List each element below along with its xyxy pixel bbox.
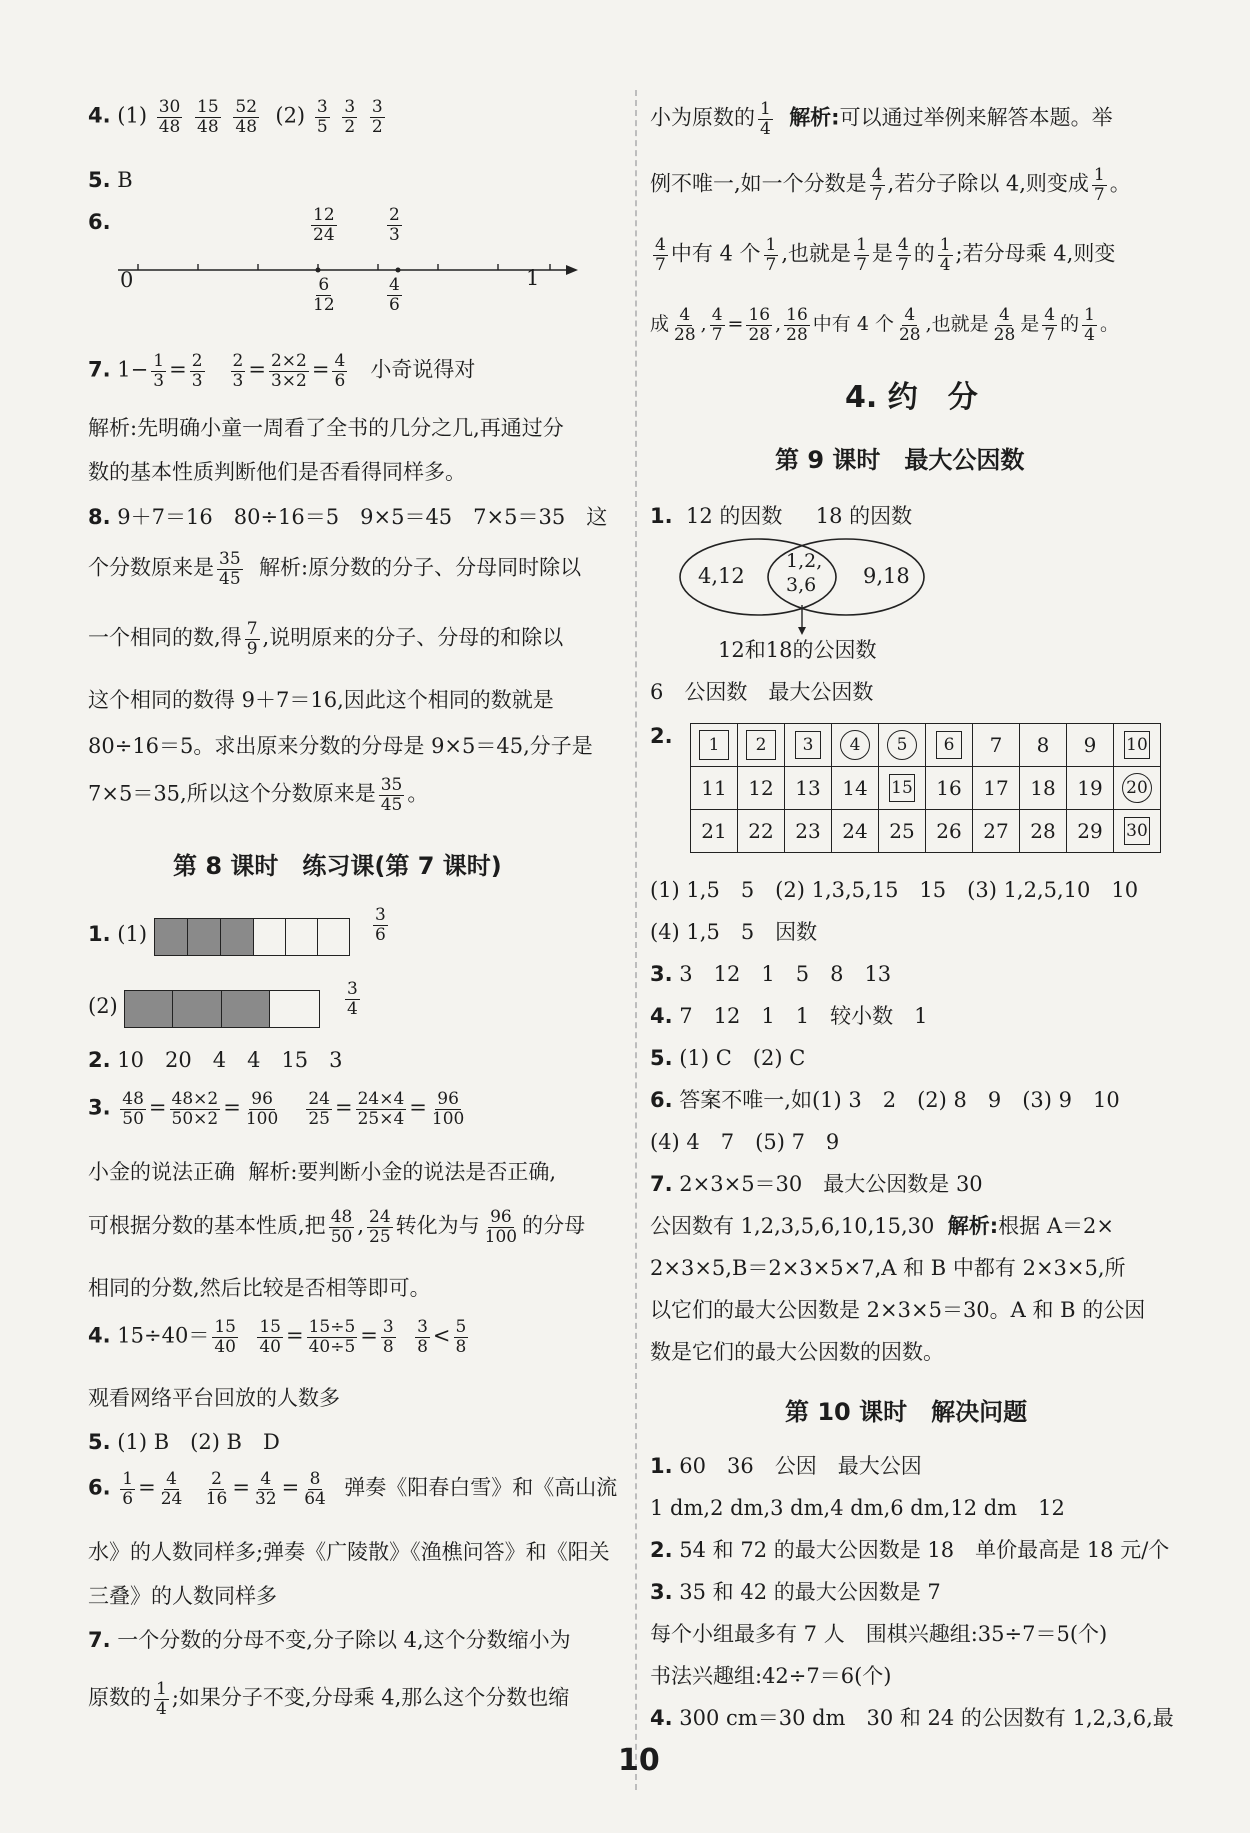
grid-cell: 10	[1114, 724, 1161, 767]
section-heading-lesson-10: 第 10 课时 解决问题	[785, 1398, 1028, 1426]
s7-line-3: 2×3×5,B＝2×3×5×7,A 和 B 中都有 2×3×5,所	[650, 1256, 1126, 1280]
venn-mid-1: 1,2,	[786, 550, 823, 572]
s4-line: 4. 7 12 1 1 较小数 1	[650, 1004, 928, 1028]
fraction: $\frac{15}{48}$	[197, 97, 219, 137]
s6-line: 6. 答案不唯一,如(1) 3 2 (2) 8 9 (3) 9 10	[650, 1088, 1120, 1112]
grid-cell: 3	[785, 724, 832, 767]
number-line	[108, 255, 588, 285]
grid-cell: 26	[926, 810, 973, 853]
s2-answer-1: (1) 1,5 5 (2) 1,3,5,15 15 (3) 1,2,5,10 10	[650, 878, 1139, 902]
grid-cell: 21	[691, 810, 738, 853]
t4-line: 4. 300 cm＝30 dm 30 和 24 的公因数有 1,2,3,6,最	[650, 1706, 1174, 1730]
e6-line: 6. $\frac{1}{6}$ = $\frac{4}{24}$ $\frac{2}{16}$ = $\frac{4}{32}$ = $\frac{8}{64}$ 弹奏《阳春白雪》和《高山流	[88, 1469, 618, 1509]
t1-line: 1. 60 36 公因 最大公因	[650, 1454, 922, 1478]
grid-cell: 7	[973, 724, 1020, 767]
column-divider	[635, 90, 637, 1790]
s1-line: 1. 12 的因数 18 的因数	[650, 504, 913, 528]
r-line-4: 成 $\frac{4}{28}$ , $\frac{4}{7}$ = $\frac{16}{28}$ , $\frac{16}{28}$ 中有 4 个 $\frac{4}{28}$ ,也就是 $\frac{4}{28}$ 是 $\frac{4}{7}$ 的 $\frac{1}{4}$ 。	[650, 305, 1119, 345]
grid-cell: 24	[832, 810, 879, 853]
grid-cell: 22	[738, 810, 785, 853]
fraction: $\frac{3}{2}$	[371, 97, 383, 137]
q6-bottom-frac-1: $\frac{6}{12}$	[313, 275, 335, 315]
grid-cell: 2	[738, 724, 785, 767]
grid-cell: 11	[691, 767, 738, 810]
q8-line-4: 这个相同的数得 9＋7＝16,因此这个相同的数就是	[88, 688, 554, 712]
s1-line-2: 6 公因数 最大公因数	[650, 680, 874, 704]
e3-line: 3. $\frac{48}{50}$ = $\frac{48\times 2}{50\times 2}$ = $\frac{96}{100}$ $\frac{24}{25}$ = $\frac{24\times 4}{25\times 4}$ = $\frac{96}{100}$	[88, 1089, 465, 1129]
fraction: $\frac{3}{5}$	[316, 97, 328, 137]
q8-line-5: 80÷16＝5。求出原来分数的分母是 9×5＝45,分子是	[88, 734, 593, 758]
grid-cell: 18	[1020, 767, 1067, 810]
grid-cell: 4	[832, 724, 879, 767]
grid-cell: 30	[1114, 810, 1161, 853]
s2-number: 2.	[650, 724, 673, 748]
grid-cell: 13	[785, 767, 832, 810]
number-grid	[690, 723, 1161, 853]
t3-line: 3. 35 和 42 的最大公因数是 7	[650, 1580, 941, 1604]
grid-cell: 17	[973, 767, 1020, 810]
s7-line-4: 以它们的最大公因数是 2×3×5＝30。A 和 B 的公因	[650, 1298, 1146, 1322]
answer: B	[117, 168, 133, 192]
grid-cell: 19	[1067, 767, 1114, 810]
grid-cell: 16	[926, 767, 973, 810]
s7-line-5: 数是它们的最大公因数的因数。	[650, 1340, 944, 1364]
q8-line-6: 7×5＝35,所以这个分数原来是 $\frac{35}{45}$ 。	[88, 775, 429, 815]
page-number: 10	[618, 1743, 660, 1778]
q7-line: 7. 1− $\frac{1}{3}$ = $\frac{2}{3}$ $\frac{2}{3}$ = $\frac{2\times 2}{3\times 2}$ = $\frac{4}{6}$ 小奇说得对	[88, 351, 476, 391]
s6-line-2: (4) 4 7 (5) 7 9	[650, 1130, 840, 1154]
grid-cell: 25	[879, 810, 926, 853]
venn-mid-2: 3,6	[786, 574, 817, 596]
grid-cell: 28	[1020, 810, 1067, 853]
e1-line-1: 1. (1)	[88, 922, 148, 946]
e4-line-2: 观看网络平台回放的人数多	[88, 1386, 340, 1410]
q-number: 4.	[88, 103, 111, 128]
part-label: (2)	[275, 103, 306, 128]
r-line-3: $\frac{4}{7}$ 中有 4 个 $\frac{1}{7}$ ,也就是 $\frac{1}{7}$ 是 $\frac{4}{7}$ 的 $\frac{1}{4}$ ;若分母乘 4,则变	[655, 235, 1116, 275]
number-line-zero: 0	[120, 268, 134, 292]
s3-line: 3. 3 12 1 5 8 13	[650, 962, 892, 986]
e2-line: 2. 10 20 4 4 15 3	[88, 1048, 343, 1072]
grid-cell: 14	[832, 767, 879, 810]
t3-line-2: 每个小组最多有 7 人 围棋兴趣组:35÷7＝5(个)	[650, 1622, 1108, 1646]
venn-arrow-label: 12和18的公因数	[718, 638, 877, 662]
grid-cell: 6	[926, 724, 973, 767]
section-heading-lesson-9: 第 9 课时 最大公因数	[775, 446, 1025, 474]
t3-line-3: 书法兴趣组:42÷7＝6(个)	[650, 1664, 892, 1688]
grid-cell: 9	[1067, 724, 1114, 767]
grid-cell: 15	[879, 767, 926, 810]
e3-line-4: 相同的分数,然后比较是否相等即可。	[88, 1276, 431, 1300]
e1-frac-2: $\frac{3}{4}$	[347, 979, 358, 1019]
q8-line-3: 一个相同的数,得 $\frac{7}{9}$ ,说明原来的分子、分母的和除以	[88, 619, 564, 659]
grid-cell: 12	[738, 767, 785, 810]
q-number: 5.	[88, 168, 111, 192]
section-heading-lesson-8: 第 8 课时 练习课(第 7 课时)	[173, 852, 502, 880]
fraction-bar-1	[154, 918, 350, 956]
venn-right: 9,18	[863, 564, 910, 588]
grid-cell: 23	[785, 810, 832, 853]
q5-line	[88, 168, 133, 193]
venn-left: 4,12	[698, 564, 745, 588]
e7-line: 7. 一个分数的分母不变,分子除以 4,这个分数缩小为	[88, 1628, 571, 1652]
e4-line: 4. 15÷40＝ $\frac{15}{40}$ $\frac{15}{40}$ = $\frac{15\div 5}{40\div 5}$ = $\frac{3}{8}$ $\frac{3}{8}$ < $\frac{5}{8}$	[88, 1317, 467, 1357]
t2-line: 2. 54 和 72 的最大公因数是 18 单价最高是 18 元/个	[650, 1538, 1170, 1562]
r-line-2: 例不唯一,如一个分数是 $\frac{4}{7}$ ,若分子除以 4,则变成 $\frac{1}{7}$ 。	[650, 165, 1131, 205]
t1-line-2: 1 dm,2 dm,3 dm,4 dm,6 dm,12 dm 12	[650, 1496, 1065, 1520]
q7-analysis-1: 解析:先明确小童一周看了全书的几分之几,再通过分	[88, 416, 564, 440]
e5-line: 5. (1) B (2) B D	[88, 1430, 280, 1454]
r-line-1: 小为原数的 $\frac{1}{4}$ 解析:可以通过举例来解答本题。举	[650, 99, 1113, 139]
e1-frac-1: $\frac{3}{6}$	[375, 905, 386, 945]
fraction: $\frac{52}{48}$	[235, 97, 258, 137]
s7-line-2: 公因数有 1,2,3,5,6,10,15,30 解析:根据 A＝2×	[650, 1214, 1114, 1238]
q6-top-frac-1: $\frac{12}{24}$	[313, 205, 335, 245]
grid-cell: 27	[973, 810, 1020, 853]
e6-line-2: 水》的人数同样多;弹奏《广陵散》《渔樵问答》和《阳关	[88, 1540, 610, 1564]
fraction-bar-2	[124, 990, 320, 1028]
part-label: (1)	[117, 103, 148, 128]
e7-line-2: 原数的 $\frac{1}{4}$ ;如果分子不变,分母乘 4,那么这个分数也缩	[88, 1679, 570, 1719]
q4-line	[88, 98, 388, 136]
q7-analysis-2: 数的基本性质判断他们是否看得同样多。	[88, 460, 466, 484]
grid-cell: 20	[1114, 767, 1161, 810]
number-line-one: 1	[526, 266, 540, 290]
e3-line-3: 可根据分数的基本性质,把 $\frac{48}{50}$ , $\frac{24}{25}$ 转化为与 $\frac{96}{100}$ 的分母	[88, 1207, 586, 1247]
q6-number: 6.	[88, 210, 111, 234]
grid-cell: 8	[1020, 724, 1067, 767]
s2-answer-2: (4) 1,5 5 因数	[650, 920, 818, 944]
fraction: $\frac{3}{2}$	[344, 97, 356, 137]
q8-line: 8. 9＋7＝16 80÷16＝5 9×5＝45 7×5＝35 这	[88, 505, 608, 529]
e3-line-2: 小金的说法正确 解析:要判断小金的说法是否正确,	[88, 1160, 557, 1184]
q6-top-frac-2: $\frac{2}{3}$	[389, 205, 400, 245]
q8-line-2: 个分数原来是 $\frac{35}{45}$ 解析:原分数的分子、分母同时除以	[88, 549, 582, 589]
grid-cell: 29	[1067, 810, 1114, 853]
chapter-title: 4. 约 分	[845, 380, 978, 415]
fraction: $\frac{30}{48}$	[158, 97, 181, 137]
e1-line-2: (2)	[88, 994, 118, 1018]
q6-bottom-frac-2: $\frac{4}{6}$	[389, 275, 400, 315]
s5-line: 5. (1) C (2) C	[650, 1046, 806, 1070]
grid-cell: 1	[691, 724, 738, 767]
e6-line-3: 三叠》的人数同样多	[88, 1584, 277, 1608]
s7-line: 7. 2×3×5＝30 最大公因数是 30	[650, 1172, 983, 1196]
grid-cell: 5	[879, 724, 926, 767]
